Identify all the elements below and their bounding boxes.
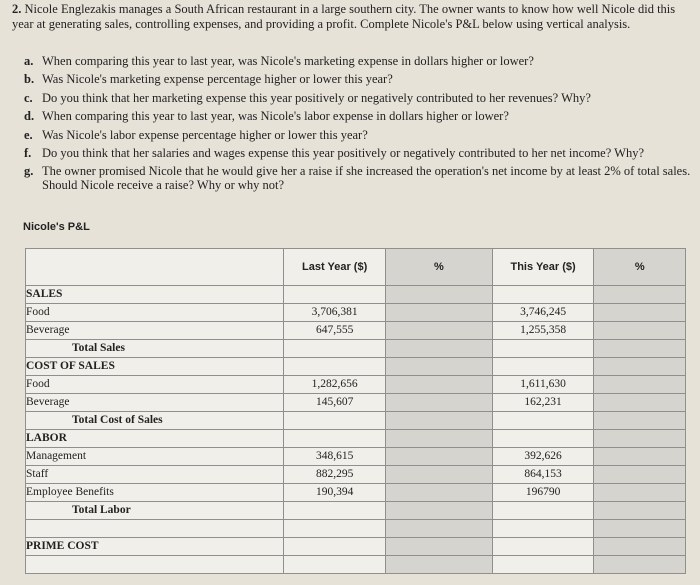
row-label	[26, 520, 284, 538]
this-year-value	[492, 286, 594, 304]
row-label: LABOR	[26, 430, 284, 448]
last-year-value	[284, 538, 386, 556]
part-text: Do you think that her marketing expense this year positively or negatively contributed to her revenues? Why?	[42, 90, 591, 105]
this-year-pct-cell	[594, 538, 686, 556]
this-year-value	[492, 502, 594, 520]
part-letter: d.	[24, 109, 35, 124]
part-text: Was Nicole's marketing expense percentage higher or lower this year?	[42, 72, 393, 87]
pl-row	[26, 484, 686, 502]
row-label	[26, 556, 284, 574]
row-label: Total Sales	[26, 340, 284, 358]
last-year-value: 882,295	[284, 466, 386, 484]
this-year-pct-cell	[594, 520, 686, 538]
this-year-pct-cell	[594, 340, 686, 358]
this-year-pct-cell	[594, 448, 686, 466]
row-label: Food	[26, 304, 284, 322]
this-year-value: 864,153	[492, 466, 594, 484]
last-year-pct-cell	[385, 466, 492, 484]
this-year-pct-cell	[594, 394, 686, 412]
this-year-pct-cell	[594, 466, 686, 484]
row-label: Beverage	[26, 394, 284, 412]
row-label: Beverage	[26, 322, 284, 340]
this-year-pct-cell	[594, 376, 686, 394]
last-year-pct-cell	[385, 538, 492, 556]
pl-row	[26, 430, 686, 448]
part-letter: a.	[24, 54, 34, 68]
header-last-year-pct: %	[385, 249, 492, 286]
last-year-value	[284, 556, 386, 574]
pl-row	[26, 466, 686, 484]
this-year-value	[492, 358, 594, 376]
part-text: When comparing this year to last year, was Nicole's marketing expense in dollars higher or lower?	[42, 54, 534, 68]
question-number: 2.	[12, 2, 22, 16]
question-part	[24, 89, 692, 107]
pl-table	[25, 248, 686, 574]
header-this-year-pct: %	[594, 249, 686, 286]
header-label	[26, 249, 284, 286]
this-year-value	[492, 520, 594, 538]
this-year-value: 1,255,358	[492, 322, 594, 340]
last-year-pct-cell	[385, 484, 492, 502]
question-parts	[24, 52, 692, 192]
last-year-value: 348,615	[284, 448, 386, 466]
header-last-year: Last Year ($)	[284, 249, 386, 286]
this-year-value: 162,231	[492, 394, 594, 412]
question-text: Nicole Englezakis manages a South African restaurant in a large southern city. The owner wants to know how well Nicole did this year at generating sales, controlling expenses, and providing a profit. Complete Nicole's P&L below using vertical analysis.	[12, 2, 676, 31]
this-year-value	[492, 340, 594, 358]
last-year-pct-cell	[385, 322, 492, 340]
question-part	[24, 52, 692, 70]
this-year-pct-cell	[594, 484, 686, 502]
part-letter: e.	[24, 127, 33, 142]
last-year-value	[284, 286, 386, 304]
last-year-value: 145,607	[284, 394, 386, 412]
this-year-pct-cell	[594, 358, 686, 376]
part-text: Do you think that her salaries and wages expense this year positively or negatively contributed to her net income? Why?	[42, 146, 645, 161]
this-year-pct-cell	[594, 304, 686, 322]
part-text: Was Nicole's labor expense percentage higher or lower this year?	[42, 127, 368, 142]
last-year-pct-cell	[385, 358, 492, 376]
last-year-value	[284, 358, 386, 376]
pl-row	[26, 556, 686, 574]
row-label: Management	[26, 448, 284, 466]
last-year-pct-cell	[385, 448, 492, 466]
this-year-pct-cell	[594, 286, 686, 304]
pl-body	[26, 286, 686, 574]
part-letter: b.	[24, 72, 35, 87]
pl-row	[26, 520, 686, 538]
pl-row	[26, 286, 686, 304]
question-part	[24, 126, 692, 144]
row-label: Employee Benefits	[26, 484, 284, 502]
row-label: Food	[26, 376, 284, 394]
question-part	[24, 70, 692, 88]
last-year-pct-cell	[385, 340, 492, 358]
question-part	[24, 144, 692, 162]
question-part	[24, 162, 692, 192]
part-text: The owner promised Nicole that he would give her a raise if she increased the operation's net income by at least 2% of total sales. Should Nicole receive a raise? Why or why not?	[42, 164, 691, 193]
last-year-pct-cell	[385, 286, 492, 304]
last-year-value: 190,394	[284, 484, 386, 502]
question-intro	[12, 2, 682, 32]
last-year-pct-cell	[385, 502, 492, 520]
part-letter: f.	[24, 146, 32, 161]
this-year-value: 196790	[492, 484, 594, 502]
last-year-pct-cell	[385, 520, 492, 538]
row-label: Staff	[26, 466, 284, 484]
this-year-value	[492, 430, 594, 448]
pl-title: Nicole's P&L	[23, 221, 90, 233]
part-letter: c.	[24, 90, 33, 105]
part-letter: g.	[24, 164, 34, 179]
last-year-pct-cell	[385, 394, 492, 412]
this-year-pct-cell	[594, 430, 686, 448]
row-label: Total Cost of Sales	[26, 412, 284, 430]
last-year-pct-cell	[385, 556, 492, 574]
pl-row	[26, 340, 686, 358]
this-year-pct-cell	[594, 322, 686, 340]
pl-row	[26, 376, 686, 394]
this-year-pct-cell	[594, 412, 686, 430]
pl-row	[26, 304, 686, 322]
last-year-value	[284, 520, 386, 538]
pl-row	[26, 358, 686, 376]
last-year-pct-cell	[385, 304, 492, 322]
row-label: PRIME COST	[26, 538, 284, 556]
last-year-value: 1,282,656	[284, 376, 386, 394]
pl-row	[26, 502, 686, 520]
this-year-value	[492, 556, 594, 574]
this-year-pct-cell	[594, 502, 686, 520]
pl-header-row	[26, 249, 686, 286]
last-year-value: 647,555	[284, 322, 386, 340]
this-year-value: 392,626	[492, 448, 594, 466]
this-year-value	[492, 412, 594, 430]
pl-row	[26, 448, 686, 466]
pl-row	[26, 538, 686, 556]
this-year-value: 1,611,630	[492, 376, 594, 394]
row-label: SALES	[26, 286, 284, 304]
row-label: Total Labor	[26, 502, 284, 520]
last-year-value	[284, 412, 386, 430]
last-year-value	[284, 502, 386, 520]
last-year-pct-cell	[385, 430, 492, 448]
this-year-value: 3,746,245	[492, 304, 594, 322]
last-year-pct-cell	[385, 412, 492, 430]
pl-row	[26, 412, 686, 430]
pl-row	[26, 322, 686, 340]
pl-row	[26, 394, 686, 412]
question-part	[24, 107, 692, 125]
part-text: When comparing this year to last year, was Nicole's labor expense in dollars higher or lower?	[42, 109, 509, 124]
last-year-value: 3,706,381	[284, 304, 386, 322]
header-this-year: This Year ($)	[492, 249, 594, 286]
last-year-value	[284, 430, 386, 448]
last-year-pct-cell	[385, 376, 492, 394]
row-label: COST OF SALES	[26, 358, 284, 376]
this-year-pct-cell	[594, 556, 686, 574]
this-year-value	[492, 538, 594, 556]
last-year-value	[284, 340, 386, 358]
